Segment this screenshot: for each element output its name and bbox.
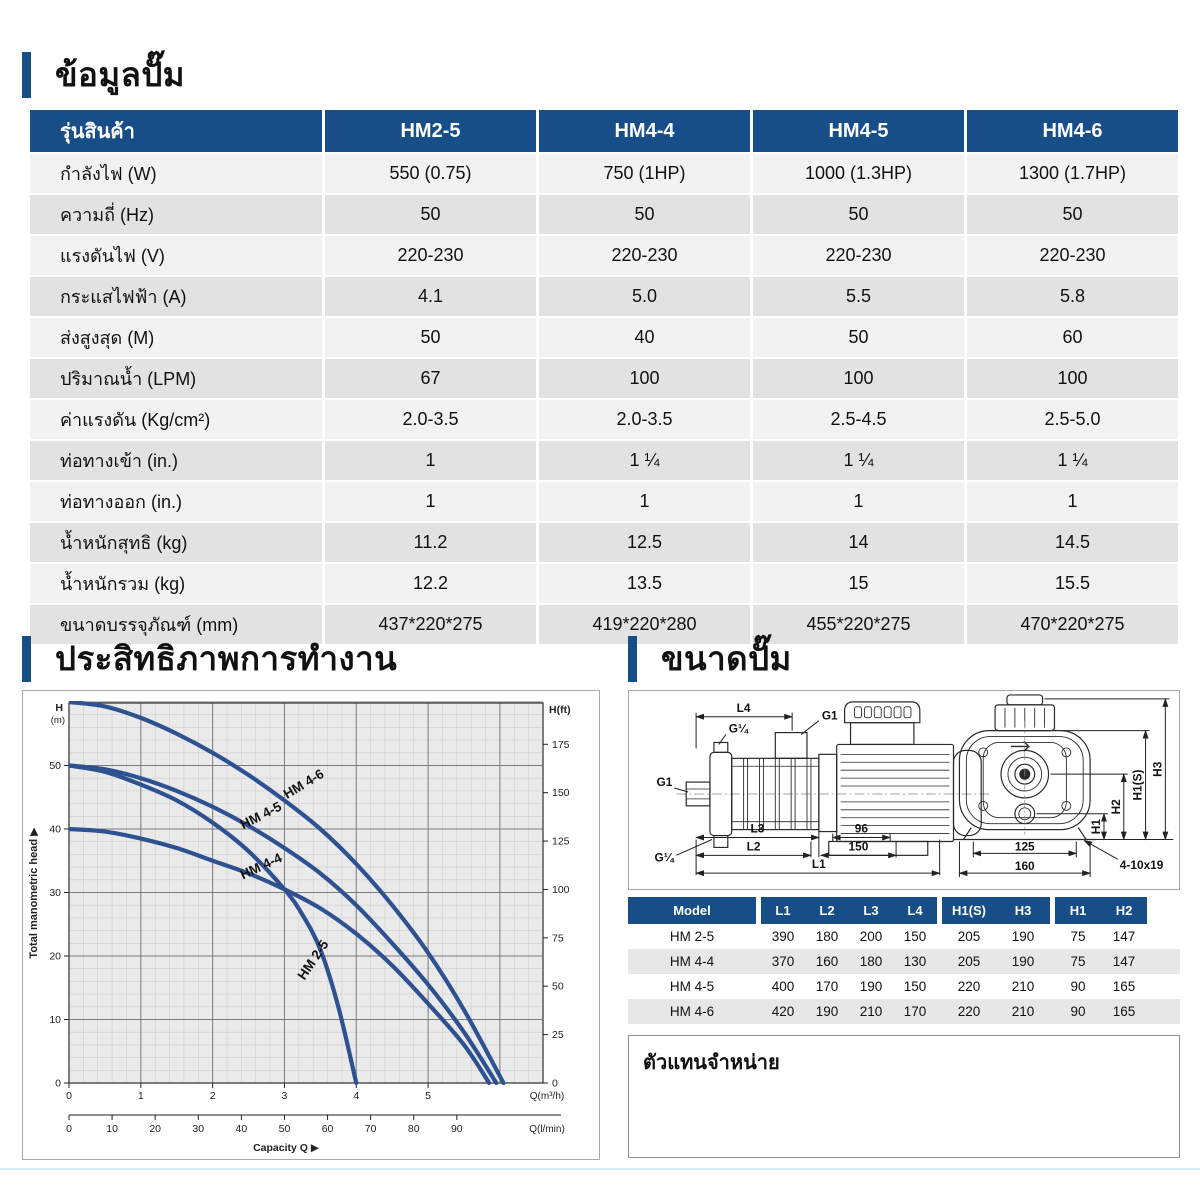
dim-label-h3: H3	[1150, 761, 1165, 777]
spec-row	[30, 523, 1178, 562]
dim-row	[628, 974, 1180, 999]
dimension-table	[628, 897, 1180, 1024]
spec-table	[30, 110, 1178, 644]
spec-value-cell: 1	[325, 482, 539, 521]
spec-row	[30, 400, 1178, 439]
svg-text:4: 4	[353, 1090, 360, 1102]
dim-label-l3: L3	[750, 821, 765, 836]
svg-text:10: 10	[49, 1014, 61, 1026]
spec-value-cell: 1 ¼	[967, 441, 1178, 480]
spec-label-cell: ท่อทางเข้า (in.)	[30, 441, 325, 480]
dim-label-l1: L1	[811, 857, 826, 872]
spec-value-cell: 50	[539, 195, 753, 234]
svg-text:3: 3	[281, 1090, 288, 1102]
dim-value-cell: 190	[859, 979, 883, 994]
spec-value-cell: 220-230	[967, 236, 1178, 275]
spec-value-cell: 13.5	[539, 564, 753, 603]
spec-value-cell: 1	[325, 441, 539, 480]
spec-value-cell: 5.0	[539, 277, 753, 316]
dim-value-cell: 210	[859, 1004, 883, 1019]
y-axis-title: Total manometric head ▶	[28, 827, 40, 959]
pump-info-section-title	[22, 48, 185, 101]
spec-header-HM4-6: HM4-6	[967, 110, 1178, 152]
spec-label-cell: ปริมาณน้ำ (LPM)	[30, 359, 325, 398]
spec-value-cell: 2.5-4.5	[753, 400, 967, 439]
svg-text:25: 25	[552, 1029, 564, 1042]
svg-text:20: 20	[149, 1123, 162, 1135]
svg-text:150: 150	[552, 787, 570, 800]
spec-label-cell: ท่อทางออก (in.)	[30, 482, 325, 521]
svg-text:175: 175	[552, 738, 570, 751]
dim-label-150: 150	[848, 839, 869, 854]
spec-header-HM4-4: HM4-4	[539, 110, 753, 152]
pump-end-view	[954, 695, 1097, 840]
spec-value-cell: 12.5	[539, 523, 753, 562]
spec-value-cell: 50	[967, 195, 1178, 234]
spec-label-cell: น้ำหนักสุทธิ (kg)	[30, 523, 325, 562]
spec-value-cell: 5.8	[967, 277, 1178, 316]
dim-value-cell: 200	[859, 929, 883, 944]
svg-text:80: 80	[407, 1123, 420, 1135]
spec-value-cell: 14	[753, 523, 967, 562]
spec-value-cell: 2.0-3.5	[539, 400, 753, 439]
x-axis-title: Capacity Q ▶	[253, 1142, 319, 1154]
dim-row	[628, 999, 1180, 1024]
spec-value-cell: 1	[967, 482, 1178, 521]
svg-text:40: 40	[49, 823, 61, 836]
svg-text:70: 70	[364, 1123, 377, 1135]
dim-label-160: 160	[1014, 859, 1035, 874]
port-label-gq-top: G¼	[728, 721, 748, 736]
spec-row	[30, 482, 1178, 521]
dim-header-L1: L1	[761, 897, 805, 924]
spec-label-cell: กำลังไฟ (W)	[30, 154, 325, 193]
spec-value-cell: 750 (1HP)	[539, 154, 753, 193]
spec-value-cell: 50	[325, 318, 539, 357]
port-label-gq-bottom: G¼	[654, 850, 674, 865]
spec-value-cell: 50	[325, 195, 539, 234]
spec-value-cell: 220-230	[325, 236, 539, 275]
spec-row	[30, 564, 1178, 603]
spec-row	[30, 195, 1178, 234]
dim-value-cell: 220	[957, 979, 981, 994]
svg-text:125: 125	[552, 835, 570, 848]
performance-chart	[23, 691, 599, 1159]
dim-label-h2: H2	[1108, 799, 1123, 815]
spec-label-cell: ขนาดบรรจุภัณฑ์ (mm)	[30, 605, 325, 644]
svg-text:0: 0	[66, 1123, 72, 1135]
dim-value-cell: 130	[903, 954, 927, 969]
svg-text:90: 90	[450, 1123, 463, 1135]
dim-header-L3: L3	[849, 897, 893, 924]
dim-model-cell: HM 2-5	[669, 929, 715, 944]
dim-label-96: 96	[854, 821, 869, 836]
dim-value-cell: 190	[1011, 954, 1035, 969]
dim-value-cell: 160	[815, 954, 839, 969]
dim-value-cell: 90	[1070, 979, 1086, 994]
spec-row	[30, 318, 1178, 357]
dim-value-cell: 165	[1112, 1004, 1136, 1019]
dim-label-l2: L2	[746, 839, 761, 854]
dim-model-cell: HM 4-6	[669, 1004, 715, 1019]
spec-value-cell: 4.1	[325, 277, 539, 316]
dim-value-cell: 180	[859, 954, 883, 969]
spec-label-cell: ส่งสูงสุด (M)	[30, 318, 325, 357]
spec-value-cell: 1	[539, 482, 753, 521]
dim-row	[628, 924, 1180, 949]
spec-row	[30, 359, 1178, 398]
dim-header-H2: H2	[1101, 897, 1147, 924]
spec-value-cell: 67	[325, 359, 539, 398]
spec-value-cell: 220-230	[539, 236, 753, 275]
dim-value-cell: 370	[771, 954, 795, 969]
dim-value-cell: 147	[1112, 929, 1136, 944]
title-accent-bar	[22, 52, 31, 98]
spec-value-cell: 100	[967, 359, 1178, 398]
curve-label-HM2-5: HM 2-5	[294, 937, 332, 983]
spec-value-cell: 1000 (1.3HP)	[753, 154, 967, 193]
svg-text:50: 50	[49, 760, 61, 772]
svg-text:30: 30	[49, 887, 61, 899]
dim-value-cell: 165	[1112, 979, 1136, 994]
dim-value-cell: 180	[815, 929, 839, 944]
svg-text:H: H	[55, 702, 63, 714]
svg-text:0: 0	[55, 1077, 61, 1090]
spec-row	[30, 154, 1178, 193]
dealer-box	[628, 1035, 1180, 1158]
svg-text:(m): (m)	[50, 715, 65, 726]
dim-label-125: 125	[1014, 839, 1035, 854]
curve-label-HM4-5: HM 4-5	[237, 798, 284, 833]
dim-value-cell: 170	[903, 1004, 927, 1019]
spec-value-cell: 437*220*275	[325, 605, 539, 644]
dim-header-Model: Model	[628, 897, 756, 924]
spec-value-cell: 220-230	[753, 236, 967, 275]
spec-value-cell: 40	[539, 318, 753, 357]
spec-value-cell: 2.5-5.0	[967, 400, 1178, 439]
dim-value-cell: 420	[771, 1004, 795, 1019]
svg-text:Q(m³/h): Q(m³/h)	[529, 1091, 565, 1102]
performance-chart-panel	[22, 690, 600, 1160]
bottom-divider	[0, 1168, 1200, 1170]
svg-text:30: 30	[192, 1123, 205, 1135]
spec-value-cell: 455*220*275	[753, 605, 967, 644]
dealer-label: ตัวแทนจำหน่าย	[643, 1052, 780, 1074]
spec-value-cell: 100	[539, 359, 753, 398]
svg-text:40: 40	[235, 1123, 248, 1135]
dim-header-H3: H3	[996, 897, 1050, 924]
port-label-g1-left: G1	[656, 775, 673, 790]
spec-label-cell: แรงดันไฟ (V)	[30, 236, 325, 275]
x-axis-primary	[66, 1083, 564, 1102]
y-axis-left	[28, 702, 69, 1090]
spec-value-cell: 60	[967, 318, 1178, 357]
spec-label-cell: ความถี่ (Hz)	[30, 195, 325, 234]
dim-header-L4: L4	[893, 897, 937, 924]
dim-value-cell: 150	[903, 929, 927, 944]
dim-value-cell: 400	[771, 979, 795, 994]
spec-value-cell: 419*220*280	[539, 605, 753, 644]
dim-model-cell: HM 4-5	[669, 979, 715, 994]
spec-value-cell: 50	[753, 318, 967, 357]
dim-row	[628, 949, 1180, 974]
dim-header-H1: H1	[1055, 897, 1101, 924]
spec-value-cell: 1 ¼	[539, 441, 753, 480]
dim-value-cell: 170	[815, 979, 839, 994]
size-section-title	[628, 632, 792, 685]
performance-title: ประสิทธิภาพการทำงาน	[55, 640, 398, 677]
spec-label-cell: น้ำหนักรวม (kg)	[30, 564, 325, 603]
dim-header-L2: L2	[805, 897, 849, 924]
curve-label-HM4-6: HM 4-6	[280, 766, 327, 802]
curve-label-HM4-4: HM 4-4	[237, 850, 285, 883]
x-axis-secondary	[66, 1115, 565, 1154]
spec-row	[30, 277, 1178, 316]
spec-value-cell: 100	[753, 359, 967, 398]
svg-text:Q(l/min): Q(l/min)	[529, 1124, 565, 1135]
svg-text:1: 1	[137, 1090, 144, 1102]
spec-value-cell: 11.2	[325, 523, 539, 562]
spec-label-cell: ค่าแรงดัน (Kg/cm²)	[30, 400, 325, 439]
dim-value-cell: 150	[903, 979, 927, 994]
spec-value-cell: 12.2	[325, 564, 539, 603]
svg-text:50: 50	[552, 980, 564, 993]
dim-value-cell: 205	[957, 954, 981, 969]
svg-text:60: 60	[321, 1123, 334, 1135]
spec-value-cell: 14.5	[967, 523, 1178, 562]
size-title: ขนาดปั๊ม	[661, 640, 792, 677]
dim-value-cell: 390	[771, 929, 795, 944]
dim-value-cell: 75	[1070, 954, 1086, 969]
spec-value-cell: 1	[753, 482, 967, 521]
svg-text:20: 20	[49, 950, 61, 963]
svg-text:10: 10	[106, 1123, 118, 1135]
spec-row	[30, 236, 1178, 275]
dim-model-cell: HM 4-4	[669, 954, 715, 969]
svg-text:H(ft): H(ft)	[549, 704, 571, 716]
spec-value-cell: 550 (0.75)	[325, 154, 539, 193]
spec-value-cell: 470*220*275	[967, 605, 1178, 644]
pump-drawing-panel	[628, 690, 1180, 890]
spec-value-cell: 15	[753, 564, 967, 603]
dim-value-cell: 90	[1070, 1004, 1086, 1019]
spec-value-cell: 1300 (1.7HP)	[967, 154, 1178, 193]
svg-text:2: 2	[209, 1090, 216, 1102]
port-label-g1-top: G1	[821, 708, 838, 723]
dim-value-cell: 210	[1011, 979, 1035, 994]
y-axis-right	[543, 704, 571, 1090]
title-accent-bar	[628, 636, 637, 682]
spec-value-cell: 5.5	[753, 277, 967, 316]
dim-value-cell: 190	[815, 1004, 839, 1019]
spec-header-HM4-5: HM4-5	[753, 110, 967, 152]
pump-side-view	[676, 702, 991, 855]
spec-header-HM2-5: HM2-5	[325, 110, 539, 152]
dim-header-H1(S): H1(S)	[942, 897, 996, 924]
spec-row	[30, 441, 1178, 480]
title-accent-bar	[22, 636, 31, 682]
dim-label-l4: L4	[736, 700, 751, 715]
spec-value-cell: 1 ¼	[753, 441, 967, 480]
page-title: ข้อมูลปั๊ม	[55, 56, 186, 93]
dim-value-cell: 205	[957, 929, 981, 944]
svg-text:75: 75	[552, 932, 564, 945]
dim-value-cell: 75	[1070, 929, 1086, 944]
dim-value-cell: 147	[1112, 954, 1136, 969]
dim-value-cell: 190	[1011, 929, 1035, 944]
svg-text:100: 100	[552, 883, 570, 896]
pump-drawing	[629, 691, 1179, 889]
svg-text:50: 50	[278, 1123, 291, 1135]
svg-text:0: 0	[552, 1077, 558, 1090]
spec-value-cell: 2.0-3.5	[325, 400, 539, 439]
svg-text:5: 5	[425, 1090, 432, 1102]
svg-text:0: 0	[66, 1090, 72, 1102]
spec-header-model: รุ่นสินค้า	[30, 110, 325, 152]
dim-label-h1: H1	[1089, 819, 1104, 835]
dim-label-h1s: H1(S)	[1130, 769, 1145, 801]
dim-value-cell: 220	[957, 1004, 981, 1019]
spec-value-cell: 15.5	[967, 564, 1178, 603]
performance-section-title	[22, 632, 397, 685]
spec-value-cell: 50	[753, 195, 967, 234]
dim-value-cell: 210	[1011, 1004, 1035, 1019]
dim-label-bolt: 4-10x19	[1119, 858, 1164, 873]
spec-label-cell: กระแสไฟฟ้า (A)	[30, 277, 325, 316]
